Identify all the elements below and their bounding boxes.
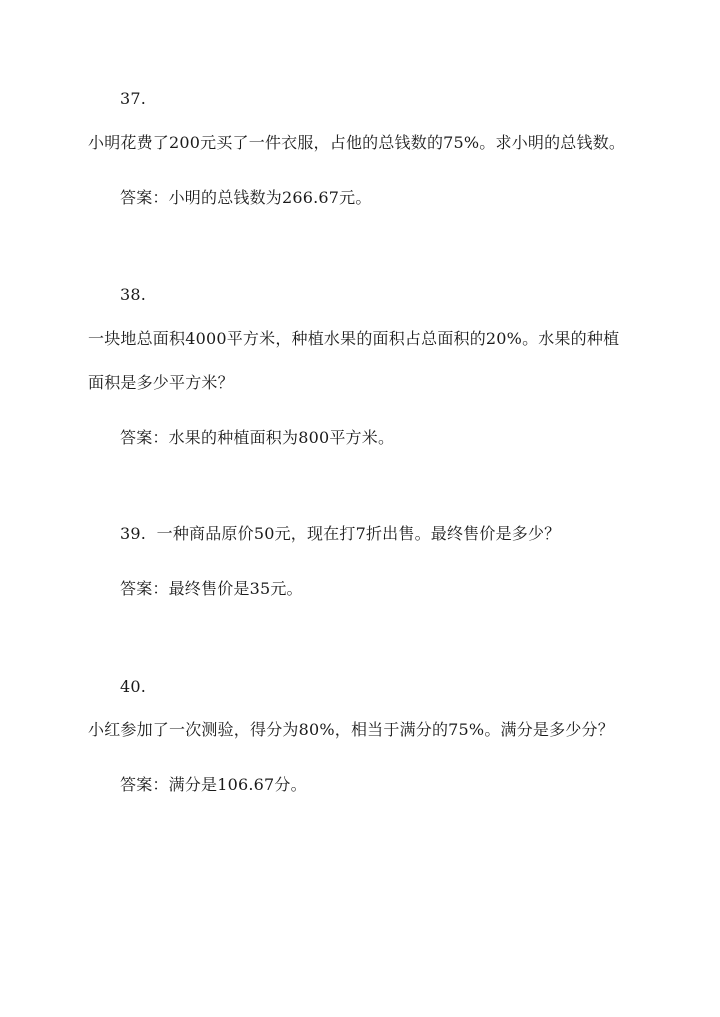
problem-38-question-line-1: 一块地总面积4000平方米，种植水果的面积占总面积的20%。水果的种植 [88, 329, 620, 348]
problem-40-number: 40. [120, 677, 147, 696]
problem-38-answer: 答案：水果的种植面积为800平方米。 [120, 428, 395, 447]
problem-38-question-line-2: 面积是多少平方米？ [88, 373, 234, 392]
problem-40-answer: 答案：满分是106.67分。 [120, 775, 307, 794]
problem-40-question: 小红参加了一次测验，得分为80%，相当于满分的75%。满分是多少分？ [88, 720, 614, 739]
problem-37-question: 小明花费了200元买了一件衣服，占他的总钱数的75%。求小明的总钱数。 [88, 133, 626, 152]
problem-37-answer: 答案：小明的总钱数为266.67元。 [120, 188, 372, 207]
problem-39-number: 39. [120, 524, 147, 543]
problem-37-number: 37. [120, 89, 147, 108]
problem-39-line [120, 524, 560, 544]
problem-39-question: 一种商品原价50元，现在打7折出售。最终售价是多少？ [156, 524, 561, 543]
problem-38-number: 38. [120, 285, 147, 304]
problem-39-answer: 答案：最终售价是35元。 [120, 579, 303, 598]
